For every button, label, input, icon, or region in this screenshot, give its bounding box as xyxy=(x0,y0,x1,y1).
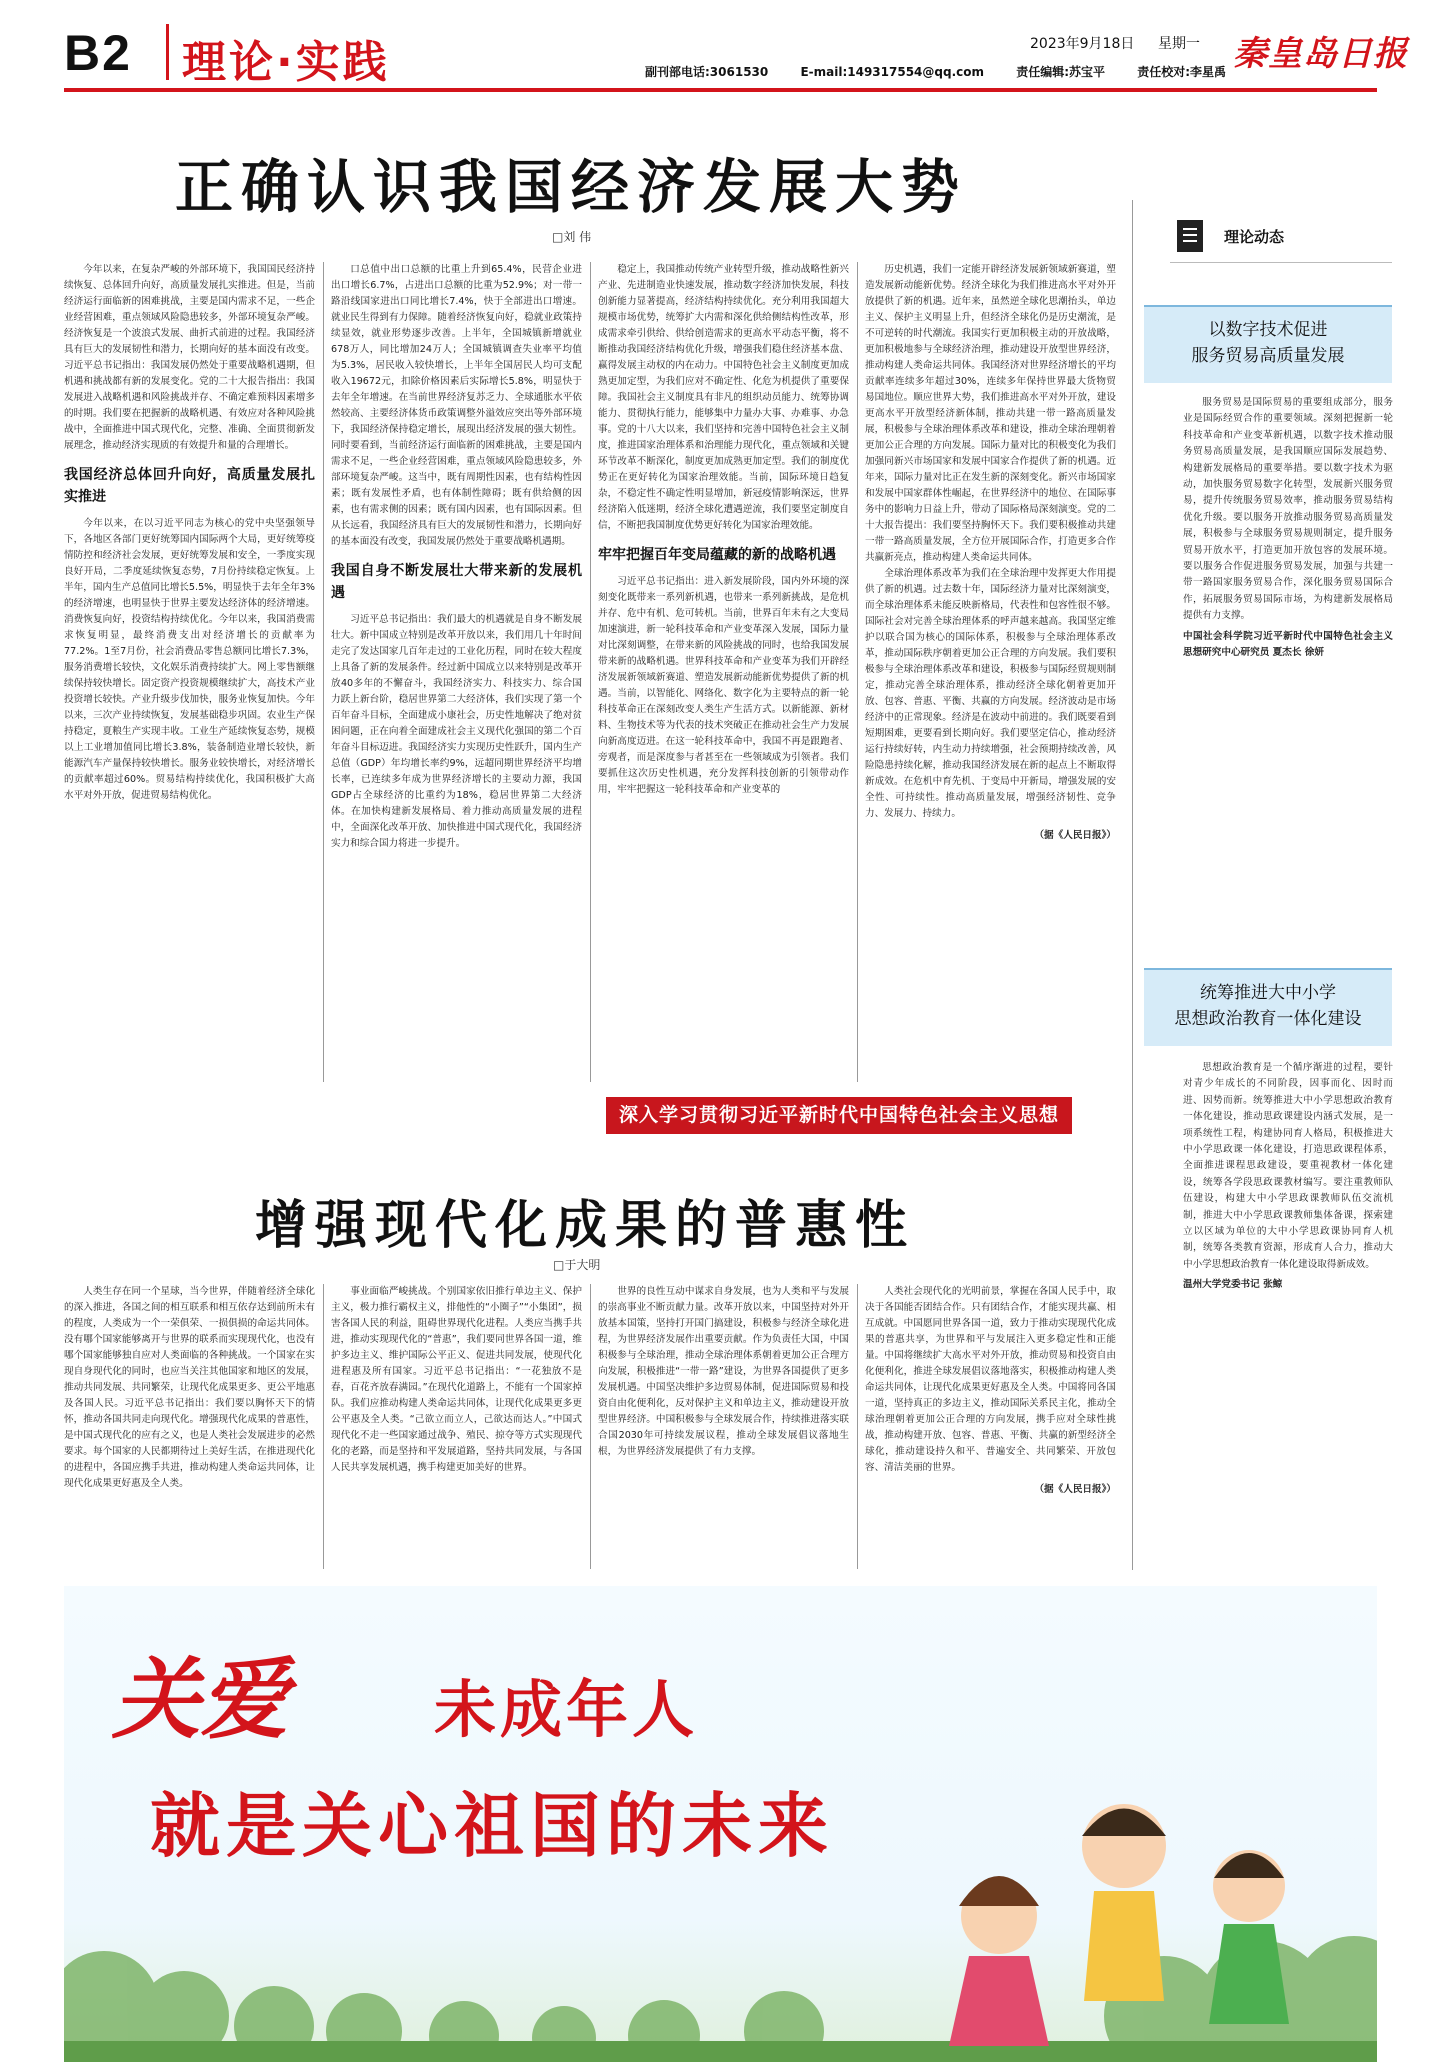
sidebar-box2-line2: 思想政治教育一体化建设 xyxy=(1174,1009,1362,1029)
sidebar-text-2: 思想政治教育是一个循序渐进的过程，要针对青少年成长的不同阶段，因事而化、因时而进、因势而新。统筹推进大中小学思想政治教育一体化建设，推动思政课建设内涵式发展，是一项系统性工程，构建协同育人格局，积极推进大中小学思政课一体化建设，打造思政课程体系，全面推进课程思政建设，要重视教材一体化建设，统筹各学段思政课教材编写。要注重教师队伍建设，构建大中小学思政课教师队伍交流机制，推进大中小学思政课教师集体备课，探索建立以区域为单位的大中小学思政课协同育人机制，统筹各类教育资源，形成育人合力，推动大中小学思想政治教育一体化建设取得新成效。 xyxy=(1183,1062,1393,1270)
article1-column-3 xyxy=(598,262,849,1082)
article1-column-2 xyxy=(331,262,582,1082)
editor-info: 责任编辑:苏宝平 xyxy=(1016,65,1105,79)
article1-subhead-1: 我国经济总体回升向好，高质量发展扎实推进 xyxy=(64,467,315,505)
column-rule xyxy=(857,1284,858,1569)
sidebar-article-1 xyxy=(1183,395,1393,940)
article1-col1-text: 今年以来，在复杂严峻的外部环境下，我国国民经济持续恢复、总体回升向好，高质量发展扎实推进。但是，当前经济运行面临新的困难挑战，主要是国内需求不足，一些企业经营困难，重点领域风险隐患较多，外部环境复杂严峻。经济恢复是一个波浪式发展、曲折式前进的过程。我国经济具有巨大的发展韧性和潜力，长期向好的基本面没有改变。习近平总书记指出：我国发展仍然处于重要战略机遇期，但机遇和挑战都有新的发展变化。党的二十大报告指出：我国发展进入战略机遇和风险挑战并存、不确定难预料因素增多的时期。我们要在把握新的战略机遇、有效应对各种风险挑战中，全面推进中国式现代化，完整、准确、全面贯彻新发展理念，推动经济实现质的有效提升和量的合理增长。 xyxy=(64,264,315,451)
article1-col1b-text: 今年以来，在以习近平同志为核心的党中央坚强领导下，各地区各部门更好统筹国内国际两个大局，更好统筹疫情防控和经济社会发展，更好统筹发展和安全，一季度实现良好开局，二季度延续恢复态势，7月份持续稳定恢复。上半年，国内生产总值同比增长5.5%，明显快于去年全年3%的经济增速，也明显快于世界主要发达经济体的经济增速。消费恢复向好，投资结构持续优化。今年以来，我国消费需求恢复明显，最终消费支出对经济增长的贡献率为77.2%。1至7月份，社会消费品零售总额同比增长7.3%，服务消费增长较快，文化娱乐消费持续扩大。网上零售额继续保持较快增长。固定资产投资规模继续扩大，高技术产业投资增长较快。产业升级步伐加快，服务业恢复加快。今年以来，三次产业持续恢复，发展基础稳步巩固。农业生产保持稳定，夏粮生产实现丰收。工业生产延续恢复态势，规模以上工业增加值同比增长3.8%，装备制造业增长较快，新能源汽车产量保持较快增长。服务业较快增长，对经济增长的贡献率超过60%。贸易结构持续优化，我国积极扩大高水平对外开放，促进贸易结构优化。 xyxy=(64,518,315,801)
newspaper-logo: 秦皇岛日报 xyxy=(1233,34,1408,74)
article2-column-1 xyxy=(64,1284,315,1569)
header-info xyxy=(645,63,1254,80)
sidebar-affiliation-1: 中国社会科学院习近平新时代中国特色社会主义思想研究中心研究员 夏杰长 徐妍 xyxy=(1183,630,1393,659)
article2-author: □于大明 xyxy=(553,1258,601,1272)
article1-source: （据《人民日报》） xyxy=(1034,830,1116,841)
theme-banner: 深入学习贯彻习近平新时代中国特色社会主义思想 xyxy=(606,1097,1072,1134)
issue-date: 2023年9月18日 xyxy=(1030,36,1135,52)
article2-column-2 xyxy=(331,1284,582,1569)
article1-col2b-text: 习近平总书记指出：我们最大的机遇就是自身不断发展壮大。新中国成立特别是改革开放以来，我们用几十年时间走完了发达国家几百年走过的工业化历程，同时在较大程度上具备了新的发展条件。经过新中国成立以来特别是改革开放40多年的不懈奋斗，我国经济实力、科技实力、综合国力跃上新台阶，稳居世界第二大经济体，我们实现了第一个百年奋斗目标，全面建成小康社会，历史性地解决了绝对贫困问题，正在向着全面建成社会主义现代化强国的第二个百年奋斗目标迈进。我国经济实力实现历史性跃升，国内生产总值（GDP）年均增长率约9%，远超同期世界经济平均增长率，已连续多年成为世界经济增长的主要动力源，我国GDP占全球经济的比重约为18%，稳居世界第二大经济体。在加快构建新发展格局、着力推动高质量发展的进程中，全面深化改革开放、加快推进中国式现代化，我国经济实力和综合国力将进一步提升。 xyxy=(331,614,582,849)
sidebar-box2-line1: 统筹推进大中小学 xyxy=(1200,983,1336,1003)
article2-col1-text: 人类生存在同一个星球，当今世界，伴随着经济全球化的深入推进，各国之间的相互联系和相互依存达到前所未有的程度，人类成为一个一荣俱荣、一损俱损的命运共同体。没有哪个国家能够离开与世界的联系而实现现代化，也没有哪个国家能够独自应对人类面临的各种挑战。一个国家在实现自身现代化的同时，也应当关注其他国家和地区的发展，推动共同发展、共同繁荣，让现代化成果更多、更公平地惠及各国人民。习近平总书记指出：我们要以胸怀天下的情怀，推动各国共同走向现代化。增强现代化成果的普惠性，是中国式现代化的应有之义，也是人类社会发展进步的必然要求。每个国家的人民都期待过上美好生活，在推进现代化的进程中，各国应携手共进，推动构建人类命运共同体，让现代化成果更好惠及全人类。 xyxy=(64,1286,315,1489)
ad-headline-minors: 未成年人 xyxy=(434,1673,699,1746)
article1-column-4 xyxy=(865,262,1116,1082)
header-rule xyxy=(64,88,1377,92)
column-rule xyxy=(590,262,591,1082)
article2-column-4 xyxy=(865,1284,1116,1569)
article1-col4-text: 历史机遇，我们一定能开辟经济发展新领域新赛道，塑造发展新动能新优势。经济全球化为我们推进高水平对外开放提供了新的机遇。近年来，虽然逆全球化思潮抬头，单边主义、保护主义明显上升，但经济全球化仍是历史潮流，是不可逆转的时代潮流。我国实行更加积极主动的开放战略，更加积极地参与全球经济治理，推动建设开放型世界经济，推动构建人类命运共同体。我国经济对世界经济增长的平均贡献率连续多年超过30%，连续多年保持世界最大货物贸易国地位。顺应世界大势，我们推进高水平对外开放，建设更高水平开放型经济新体制，推动共建一带一路高质量发展，积极参与全球治理体系改革和建设，推动全球治理朝着更加公正合理的方向发展。国际力量对比的积极变化为我们加强同新兴市场国家和发展中国家合作提供了新的机遇。近年来，国际力量对比正在发生新的深刻变化。新兴市场国家和发展中国家群体性崛起，在世界经济中的地位、在国际事务中的影响力日益上升，带动了国际格局深刻演变。党的二十大报告提出：我们要坚持胸怀天下。我们要积极推动共建一带一路高质量发展，全方位开展国际合作，打造更多合作共赢新亮点，推动构建人类命运共同体。 xyxy=(865,264,1116,563)
sidebar-box-1 xyxy=(1144,305,1392,383)
article1-col2-text: 口总值中出口总额的比重上升到65.4%，民营企业进出口增长6.7%，占进出口总额的比重为52.9%；对一带一路沿线国家进出口同比增长7.4%，快于全部进出口增速。就业民生得到有力保障。随着经济恢复向好，稳就业政策持续显效，就业形势逐步改善。上半年，全国城镇新增就业678万人，同比增加24万人；全国城镇调查失业率平均值为5.3%，居民收入较快增长，上半年全国居民人均可支配收入19672元，扣除价格因素后实际增长5.8%，明显快于去年全年增速。在当前世界经济复苏乏力、全球通胀水平依然较高、主要经济体货币政策调整外溢效应突出等外部环境下，我国经济保持稳定增长，展现出经济发展的强大韧性。同时要看到，当前经济运行面临新的困难挑战，主要是国内需求不足，一些企业经营困难，重点领域风险隐患较多，外部环境复杂严峻。这当中，既有周期性因素，也有结构性因素；既有发展性矛盾，也有体制性障碍；既有供给侧的因素，也有需求侧的因素；既有国内因素，也有国际因素。但从长远看，我国经济具有巨大的发展韧性和潜力，长期向好的基本面没有改变，我国发展仍然处于重要战略机遇期。 xyxy=(331,264,582,547)
article1-subhead-3: 牢牢把握百年变局蕴藏的新的战略机遇 xyxy=(598,547,836,563)
sidebar-box1-line2: 服务贸易高质量发展 xyxy=(1191,346,1345,366)
sidebar-box-2 xyxy=(1144,968,1392,1046)
proof-info: 责任校对:李星禹 xyxy=(1137,65,1226,79)
sidebar-text-1: 服务贸易是国际贸易的重要组成部分，服务业是国际经贸合作的重要领域。深刻把握新一轮科技革命和产业变革新机遇，以数字技术推动服务贸易高质量发展，是我国顺应国际发展趋势、构建新发展格局的重要举措。要以数字技术为驱动，加快服务贸易数字化转型，发展新兴服务贸易，提升传统服务贸易效率，推动服务贸易结构优化升级。要以服务开放推动服务贸易高质量发展，积极参与全球服务贸易规则制定，提升服务贸易开放水平，打造更加开放包容的发展环境。要以服务合作促进服务贸易发展，加强与共建一带一路国家服务贸易合作，深化服务贸易国际合作，拓展服务贸易国际市场，为构建新发展格局提供有力支撑。 xyxy=(1183,397,1393,622)
column-rule xyxy=(323,1284,324,1569)
sidebar-rule xyxy=(1132,200,1133,1570)
phone-info: 副刊部电话:3061530 xyxy=(645,65,769,79)
article1-column-1 xyxy=(64,262,315,1082)
article2-col2-text: 事业面临严峻挑战。个别国家依旧推行单边主义、保护主义，极力推行霸权主义，排他性的“小圈子”“小集团”，损害各国人民的利益，阻碍世界现代化进程。人类应当携手共进，推动实现现代化的“普惠”，我们要同世界各国一道，维护多边主义、维护国际公平正义、促进共同发展，使现代化进程惠及所有国家。习近平总书记指出：“一花独放不是春，百花齐放春满园。”在现代化道路上，不能有一个国家掉队。我们应推动构建人类命运共同体，让现代化成果更多更公平惠及全人类。“己欲立而立人，己欲达而达人。”中国式现代化不走一些国家通过战争、殖民、掠夺等方式实现现代化的老路，而是坚持和平发展道路，坚持共同发展，与各国人民共享发展机遇，携手构建更加美好的世界。 xyxy=(331,1286,582,1473)
column-rule xyxy=(857,262,858,1082)
article1-col3b-text: 习近平总书记指出：进入新发展阶段，国内外环境的深刻变化既带来一系列新机遇，也带来一系列新挑战，是危机并存、危中有机、危可转机。当前，世界百年未有之大变局加速演进，新一轮科技革命和产业变革深入发展，国际力量对比深刻调整，在带来新的风险挑战的同时，也给我国发展带来新的战略机遇。世界科技革命和产业变革为我们开辟经济发展新领域新赛道、塑造发展新动能新优势提供了新的机遇。当前，以智能化、网络化、数字化为主要特点的新一轮科技革命正在深刻改变人类生产生活方式。以新能源、新材料、生物技术等为代表的技术突破正在推动社会生产力发展向新高度迈进。在这一轮科技革命中，我国不再是跟跑者、旁观者，而是深度参与者甚至在一些领域成为引领者。我们要抓住这次历史性机遇，充分发挥科技创新的引领带动作用，牢牢把握这一轮科技革命和产业变革的 xyxy=(598,576,849,795)
section-title: 理论·实践 xyxy=(182,37,390,88)
header-separator xyxy=(166,24,169,80)
issue-weekday: 星期一 xyxy=(1158,36,1200,52)
article1-title: 正确认识我国经济发展大势 xyxy=(175,153,968,221)
article1-subhead-2: 我国自身不断发展壮大带来新的发展机遇 xyxy=(331,563,582,601)
article2-source: （据《人民日报》） xyxy=(1034,1484,1116,1495)
document-icon xyxy=(1177,220,1203,252)
article1-author: □刘 伟 xyxy=(552,230,592,244)
page-number: B2 xyxy=(64,25,132,81)
article1-col3-text: 稳定上，我国推动传统产业转型升级，推动战略性新兴产业、先进制造业快速发展，推动数字经济加快发展，科技创新能力显著提高，经济结构持续优化。充分利用我国超大规模市场优势，统筹扩大内需和深化供给侧结构性改革，形成需求牵引供给、供给创造需求的更高水平动态平衡，将不断推动我国经济结构优化升级，增强我们稳住经济基本盘、赢得发展主动权的内在动力。中国特色社会主义制度更加成熟更加定型，为我们应对不确定性、化危为机提供了重要保障。我国社会主义制度具有非凡的组织动员能力、统筹协调能力、贯彻执行能力，能够集中力量办大事、办难事、办急事。党的十八大以来，我们坚持和完善中国特色社会主义制度，推进国家治理体系和治理能力现代化，重点领域和关键环节改革不断深化，制度更加成熟更加定型。我们的制度优势正在更好转化为国家治理效能。当前，国际环境日趋复杂，不稳定性不确定性明显增加，新冠疫情影响深远，世界经济陷入低迷期，经济全球化遭遇逆流，我们要坚定制度自信，不断把我国制度优势更好转化为国家治理效能。 xyxy=(598,264,849,531)
sidebar-label: 理论动态 xyxy=(1224,228,1285,246)
email-info: E-mail:149317554@qq.com xyxy=(800,65,984,79)
sidebar-box1-line1: 以数字技术促进 xyxy=(1208,320,1328,340)
article1-col4b-text: 全球治理体系改革为我们在全球治理中发挥更大作用提供了新的机遇。过去数十年，国际经济力量对比深刻演变，而全球治理体系未能反映新格局，代表性和包容性很不够。国际社会对完善全球治理体系的呼声越来越高。我国坚定维护以联合国为核心的国际体系，积极参与全球治理体系改革，推动国际秩序朝着更加公正合理的方向发展。我们要积极参与全球治理体系改革和建设，积极参与国际经贸规则制定，推动完善全球治理体系，推动经济全球化朝着更加开放、包容、普惠、平衡、共赢的方向发展。经济波动是市场经济中的正常现象。经济是在波动中前进的。我们既要看到短期困难，更要看到长期向好。我们要坚定信心，推动经济运行持续好转，内生动力持续增强，社会预期持续改善，风险隐患持续化解，推动我国经济发展在新的起点上不断取得新成效。在危机中育先机、于变局中开新局，增强发展的安全性、可持续性。推动高质量发展，增强经济韧性、竞争力、发展力、持续力。 xyxy=(865,568,1116,819)
article2-column-3 xyxy=(598,1284,849,1569)
column-rule xyxy=(590,1284,591,1569)
ad-headline-care: 关爱 xyxy=(112,1647,289,1751)
article2-title: 增强现代化成果的普惠性 xyxy=(255,1196,916,1256)
sidebar-article-2 xyxy=(1183,1060,1393,1570)
article2-col4-text: 人类社会现代化的光明前景，掌握在各国人民手中，取决于各国能否团结合作。只有团结合作，才能实现共赢、相互成就。中国愿同世界各国一道，致力于推动实现现代化成果的普惠共享，为世界和平与发展注入更多稳定性和正能量。中国将继续扩大高水平对外开放，推动贸易和投资自由化便利化，推进全球发展倡议落地落实，积极推动构建人类命运共同体，让现代化成果更好惠及全人类。中国将同各国一道，坚持真正的多边主义，推动国际关系民主化，推动全球治理朝着更加公正合理的方向发展，携手应对全球性挑战，推动构建开放、包容、普惠、平衡、共赢的新型经济全球化，推动建设持久和平、普遍安全、共同繁荣、开放包容、清洁美丽的世界。 xyxy=(865,1286,1116,1473)
article2-col3-text: 世界的良性互动中谋求自身发展，也为人类和平与发展的崇高事业不断贡献力量。改革开放以来，中国坚持对外开放基本国策，坚持打开国门搞建设，积极参与经济全球化进程，为世界经济发展作出重要贡献。作为负责任大国，中国积极参与全球治理，推动全球治理体系朝着更加公正合理方向发展，积极推进“一带一路”建设，为世界各国提供了更多发展机遇。中国坚决维护多边贸易体制，促进国际贸易和投资自由化便利化，反对保护主义和单边主义，推动建设开放型世界经济。中国积极参与全球发展合作，持续推进落实联合国2030年可持续发展议程，推动全球发展倡议落地生根，为世界经济发展提供了有力支撑。 xyxy=(598,1286,849,1457)
sidebar-affiliation-2: 温州大学党委书记 张鲸 xyxy=(1183,1279,1283,1291)
sidebar-top-rule xyxy=(1170,262,1392,263)
ad-headline-future: 就是关心祖国的未来 xyxy=(150,1785,834,1867)
column-rule xyxy=(323,262,324,1082)
